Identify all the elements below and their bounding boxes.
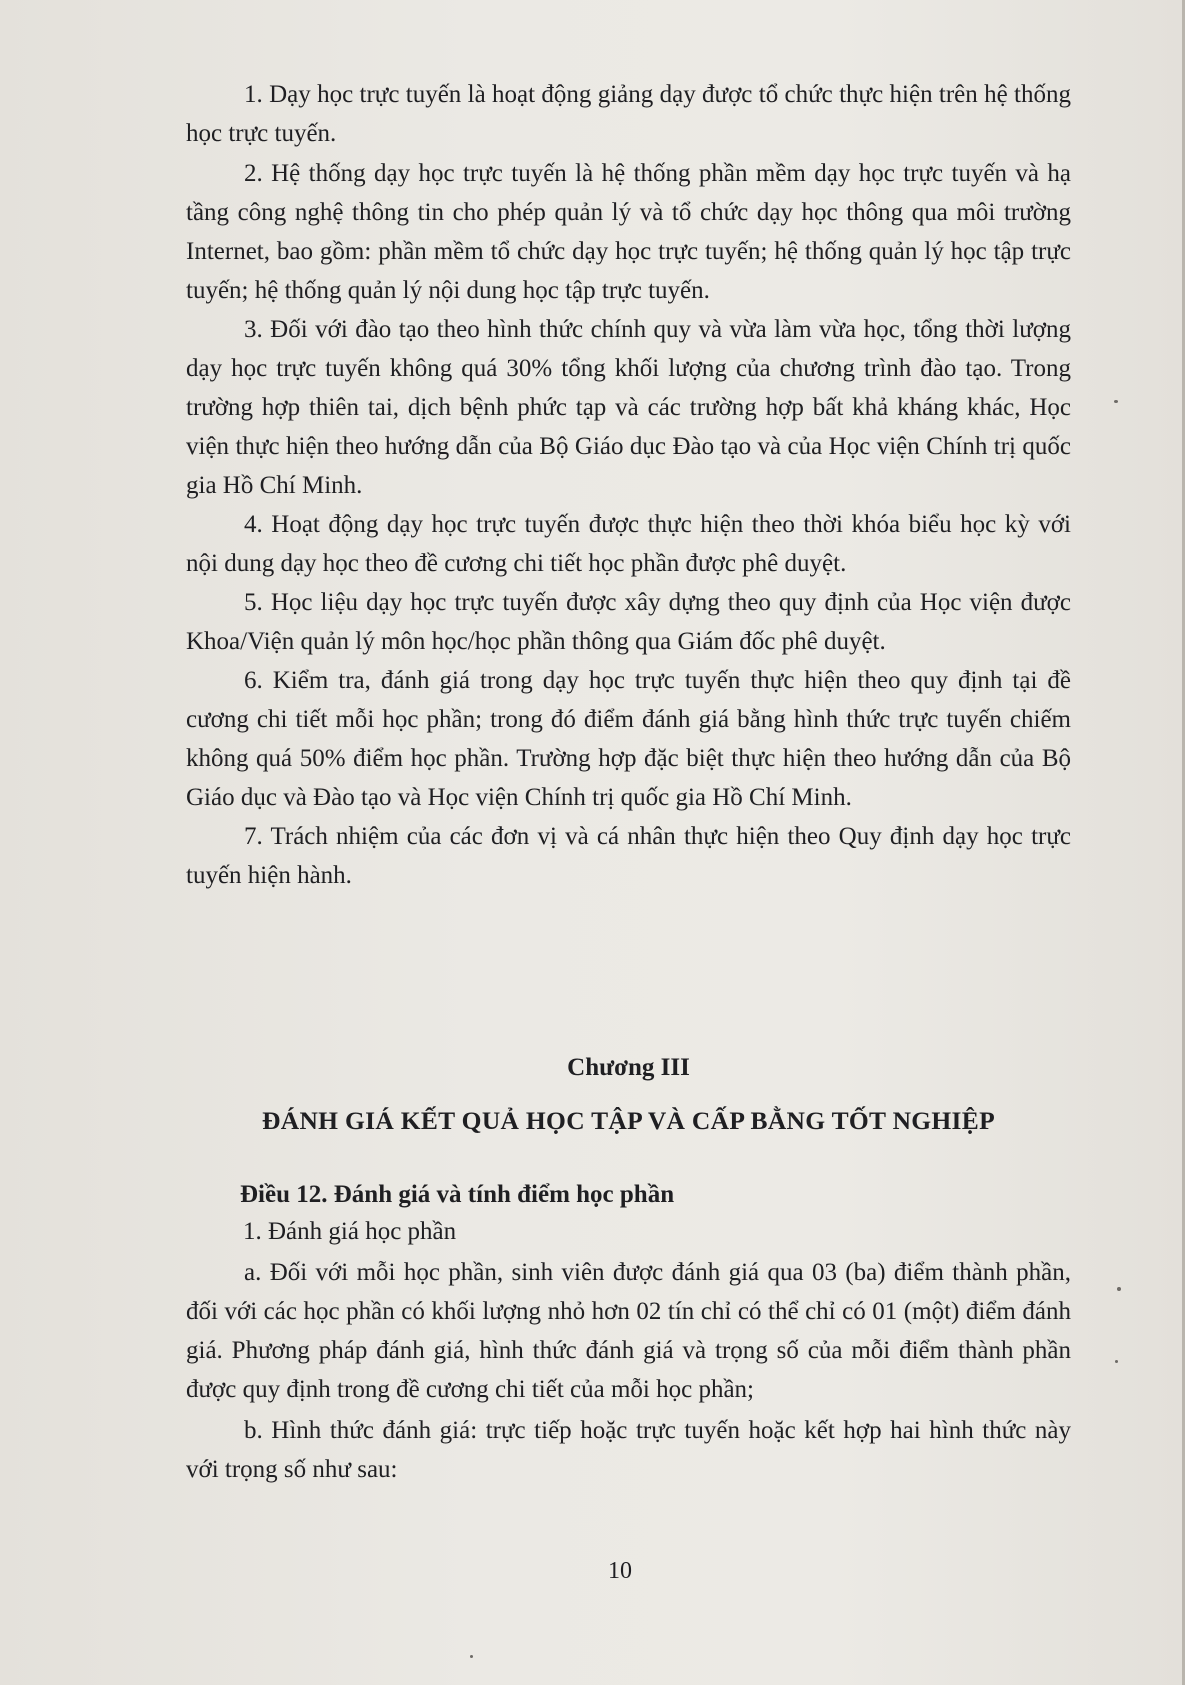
- online-teaching-items: [186, 75, 1071, 895]
- paper-speck: [470, 1655, 473, 1658]
- item-1: 1. Dạy học trực tuyến là hoạt động giảng dạy được tổ chức thực hiện trên hệ thống học trực tuyến.: [186, 81, 1071, 147]
- item-5: 5. Học liệu dạy học trực tuyến được xây dựng theo quy định của Học viện được Khoa/Viện quản lý môn học/học phần thông qua Giám đốc phê duyệt.: [186, 589, 1071, 655]
- paper-speck: [1114, 400, 1118, 403]
- item-2: 2. Hệ thống dạy học trực tuyến là hệ thống phần mềm dạy học trực tuyến và hạ tầng công nghệ thông tin cho phép quản lý và tổ chức dạy học thông qua môi trường Internet, bao gồm: phần mềm tổ chức dạy học trực tuyến; hệ thống quản lý học tập trực tuyến; hệ thống quản lý nội dung học tập trực tuyến.: [186, 160, 1071, 304]
- article-items: [186, 1253, 1071, 1489]
- paper-speck: [1115, 1360, 1118, 1363]
- item-a: a. Đối với mỗi học phần, sinh viên được đánh giá qua 03 (ba) điểm thành phần, đối với các học phần có khối lượng nhỏ hơn 02 tín chỉ có thể chỉ có 01 (một) điểm đánh giá. Phương pháp đánh giá, hình thức đánh giá và trọng số của mỗi điểm thành phần được quy định trong đề cương chi tiết của mỗi học phần;: [186, 1259, 1071, 1403]
- subheading: 1. Đánh giá học phần: [243, 1218, 457, 1245]
- item-7: 7. Trách nhiệm của các đơn vị và cá nhân thực hiện theo Quy định dạy học trực tuyến hiện hành.: [186, 823, 1071, 889]
- article-title: Điều 12. Đánh giá và tính điểm học phần: [240, 1181, 675, 1208]
- page-number: 10: [608, 1558, 632, 1584]
- chapter-label: Chương III: [567, 1054, 690, 1081]
- item-6: 6. Kiểm tra, đánh giá trong dạy học trực tuyến thực hiện theo quy định tại đề cương chi tiết mỗi học phần; trong đó điểm đánh giá bằng hình thức trực tuyến chiếm không quá 50% điểm học phần. Trường hợp đặc biệt thực hiện theo hướng dẫn của Bộ Giáo dục và Đào tạo và Học viện Chính trị quốc gia Hồ Chí Minh.: [186, 667, 1071, 811]
- chapter-title: ĐÁNH GIÁ KẾT QUẢ HỌC TẬP VÀ CẤP BẰNG TỐT NGHIỆP: [262, 1106, 995, 1135]
- item-4: 4. Hoạt động dạy học trực tuyến được thực hiện theo thời khóa biểu học kỳ với nội dung dạy học theo đề cương chi tiết học phần được phê duyệt.: [186, 511, 1071, 577]
- item-3: 3. Đối với đào tạo theo hình thức chính quy và vừa làm vừa học, tổng thời lượng dạy học trực tuyến không quá 30% tổng khối lượng của chương trình đào tạo. Trong trường hợp thiên tai, dịch bệnh phức tạp và các trường hợp bất khả kháng khác, Học viện thực hiện theo hướng dẫn của Bộ Giáo dục Đào tạo và của Học viện Chính trị quốc gia Hồ Chí Minh.: [186, 316, 1071, 499]
- paper-speck: [1117, 1287, 1121, 1291]
- item-b: b. Hình thức đánh giá: trực tiếp hoặc trực tuyến hoặc kết hợp hai hình thức này với trọng số như sau:: [186, 1417, 1071, 1483]
